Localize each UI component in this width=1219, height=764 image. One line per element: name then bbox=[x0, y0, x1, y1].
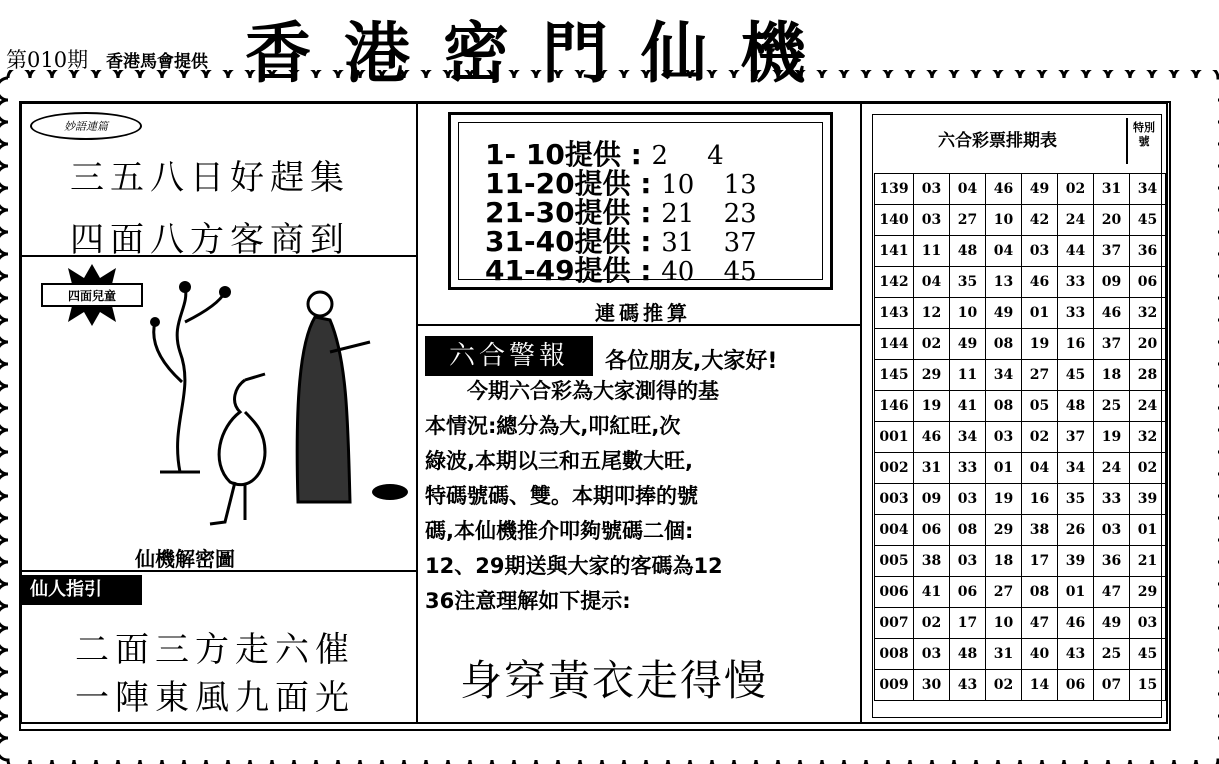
alert-label: 六合警報 bbox=[425, 336, 593, 376]
number-cell: 20 bbox=[1130, 329, 1166, 360]
number-cell: 29 bbox=[986, 515, 1022, 546]
number-cell: 13 bbox=[986, 267, 1022, 298]
issue-cell: 143 bbox=[875, 298, 914, 329]
table-row bbox=[875, 608, 1166, 639]
number-cell: 48 bbox=[950, 639, 986, 670]
issue-cell: 001 bbox=[875, 422, 914, 453]
issue-cell: 145 bbox=[875, 360, 914, 391]
number-cell: 06 bbox=[914, 515, 950, 546]
number-cell: 34 bbox=[950, 422, 986, 453]
number-cell: 18 bbox=[986, 546, 1022, 577]
number-cell: 27 bbox=[986, 577, 1022, 608]
number-cell: 40 bbox=[1022, 639, 1058, 670]
number-cell: 03 bbox=[986, 422, 1022, 453]
number-cell: 08 bbox=[986, 329, 1022, 360]
number-cell: 03 bbox=[1094, 515, 1130, 546]
number-cell: 18 bbox=[1094, 360, 1130, 391]
range-row: 1- 10提供 : 2 4 bbox=[485, 138, 724, 171]
number-cell: 38 bbox=[1022, 515, 1058, 546]
number-cell: 19 bbox=[1022, 329, 1058, 360]
number-cell: 11 bbox=[950, 360, 986, 391]
number-cell: 10 bbox=[986, 205, 1022, 236]
table-row bbox=[875, 205, 1166, 236]
number-cell: 02 bbox=[1130, 453, 1166, 484]
issue-cell: 139 bbox=[875, 174, 914, 205]
divider bbox=[20, 255, 418, 257]
table-row bbox=[875, 174, 1166, 205]
number-cell: 32 bbox=[1130, 298, 1166, 329]
number-cell: 42 bbox=[1022, 205, 1058, 236]
number-cell: 03 bbox=[914, 205, 950, 236]
number-cell: 21 bbox=[1130, 546, 1166, 577]
number-cell: 46 bbox=[1058, 608, 1094, 639]
number-cell: 24 bbox=[1094, 453, 1130, 484]
number-cell: 35 bbox=[1058, 484, 1094, 515]
number-cell: 49 bbox=[950, 329, 986, 360]
number-cell: 14 bbox=[1022, 670, 1058, 701]
calc-label: 連碼推算 bbox=[595, 301, 691, 325]
number-cell: 06 bbox=[1058, 670, 1094, 701]
issue-cell: 144 bbox=[875, 329, 914, 360]
number-cell: 19 bbox=[1094, 422, 1130, 453]
number-cell: 08 bbox=[1022, 577, 1058, 608]
table-row bbox=[875, 267, 1166, 298]
page-title: 香港密門仙機 bbox=[245, 15, 839, 92]
number-cell: 01 bbox=[1130, 515, 1166, 546]
number-cell: 47 bbox=[1022, 608, 1058, 639]
number-cell: 06 bbox=[1130, 267, 1166, 298]
table-row bbox=[875, 298, 1166, 329]
number-cell: 26 bbox=[1058, 515, 1094, 546]
number-cell: 02 bbox=[1058, 174, 1094, 205]
number-cell: 04 bbox=[986, 236, 1022, 267]
number-cell: 01 bbox=[1022, 298, 1058, 329]
issue-cell: 009 bbox=[875, 670, 914, 701]
number-cell: 48 bbox=[1058, 391, 1094, 422]
number-cell: 12 bbox=[914, 298, 950, 329]
number-cell: 41 bbox=[914, 577, 950, 608]
number-cell: 03 bbox=[914, 639, 950, 670]
special-number-label: 特別號 bbox=[1126, 118, 1160, 164]
number-cell: 24 bbox=[1130, 391, 1166, 422]
number-cell: 29 bbox=[914, 360, 950, 391]
issue-cell: 008 bbox=[875, 639, 914, 670]
schedule-title: 六合彩票排期表 bbox=[938, 131, 1057, 151]
issue-cell: 142 bbox=[875, 267, 914, 298]
issue-cell: 141 bbox=[875, 236, 914, 267]
tree-icon bbox=[154, 287, 225, 472]
number-cell: 01 bbox=[1058, 577, 1094, 608]
schedule-table bbox=[874, 173, 1166, 701]
number-cell: 28 bbox=[1130, 360, 1166, 391]
number-cell: 03 bbox=[1022, 236, 1058, 267]
number-cell: 31 bbox=[986, 639, 1022, 670]
number-cell: 33 bbox=[1058, 298, 1094, 329]
number-cell: 27 bbox=[950, 205, 986, 236]
number-cell: 25 bbox=[1094, 391, 1130, 422]
number-cell: 43 bbox=[950, 670, 986, 701]
number-cell: 10 bbox=[950, 298, 986, 329]
number-cell: 04 bbox=[1022, 453, 1058, 484]
number-cell: 03 bbox=[950, 546, 986, 577]
table-row bbox=[875, 391, 1166, 422]
number-cell: 37 bbox=[1094, 329, 1130, 360]
number-cell: 46 bbox=[1094, 298, 1130, 329]
number-cell: 39 bbox=[1058, 546, 1094, 577]
number-cell: 44 bbox=[1058, 236, 1094, 267]
number-cell: 43 bbox=[1058, 639, 1094, 670]
issue-cell: 140 bbox=[875, 205, 914, 236]
poem-line: 四面八方客商到 bbox=[70, 220, 350, 260]
number-cell: 48 bbox=[950, 236, 986, 267]
table-row bbox=[875, 577, 1166, 608]
number-cell: 09 bbox=[914, 484, 950, 515]
divider bbox=[418, 324, 862, 326]
range-row: 21-30提供 : 21 23 bbox=[485, 196, 757, 229]
number-cell: 19 bbox=[986, 484, 1022, 515]
number-cell: 02 bbox=[1022, 422, 1058, 453]
poem-line: 一陣東風九面光 bbox=[75, 678, 355, 718]
number-cell: 09 bbox=[1094, 267, 1130, 298]
table-row bbox=[875, 422, 1166, 453]
number-cell: 49 bbox=[1094, 608, 1130, 639]
number-cell: 02 bbox=[914, 608, 950, 639]
alert-body: 今期六合彩為大家測得的基 本情況:總分為大,叩紅旺,次 綠波,本期以三和五尾數大旺, 特碼號碼、雙。本期叩捧的號 碼,本仙機推介叩夠號碼二個: 12、29期送與大家的客碼為12 36注意理解如下提示: bbox=[425, 379, 723, 613]
slogan: 身穿黃衣走得慢 bbox=[460, 656, 769, 705]
table-row bbox=[875, 329, 1166, 360]
number-cell: 32 bbox=[1130, 422, 1166, 453]
number-cell: 19 bbox=[914, 391, 950, 422]
number-cell: 33 bbox=[1094, 484, 1130, 515]
lady-figure-icon bbox=[297, 292, 370, 502]
number-cell: 27 bbox=[1022, 360, 1058, 391]
number-cell: 03 bbox=[1130, 608, 1166, 639]
issue-cell: 005 bbox=[875, 546, 914, 577]
poem-line: 三五八日好趕集 bbox=[70, 158, 350, 198]
number-cell: 05 bbox=[1022, 391, 1058, 422]
number-cell: 46 bbox=[986, 174, 1022, 205]
number-cell: 02 bbox=[914, 329, 950, 360]
number-cell: 35 bbox=[950, 267, 986, 298]
number-cell: 34 bbox=[1058, 453, 1094, 484]
table-row bbox=[875, 453, 1166, 484]
number-cell: 47 bbox=[1094, 577, 1130, 608]
number-cell: 07 bbox=[1094, 670, 1130, 701]
number-cell: 02 bbox=[986, 670, 1022, 701]
range-row: 31-40提供 : 31 37 bbox=[485, 225, 757, 258]
table-row bbox=[875, 639, 1166, 670]
range-row: 11-20提供 : 10 13 bbox=[485, 167, 757, 200]
number-cell: 11 bbox=[914, 236, 950, 267]
number-cell: 17 bbox=[1022, 546, 1058, 577]
number-cell: 06 bbox=[950, 577, 986, 608]
number-cell: 31 bbox=[914, 453, 950, 484]
number-cell: 37 bbox=[1058, 422, 1094, 453]
number-cell: 41 bbox=[950, 391, 986, 422]
number-cell: 46 bbox=[914, 422, 950, 453]
phrase-badge: 妙語連篇 bbox=[30, 112, 142, 140]
number-cell: 01 bbox=[986, 453, 1022, 484]
table-row bbox=[875, 236, 1166, 267]
number-cell: 04 bbox=[950, 174, 986, 205]
issue-cell: 003 bbox=[875, 484, 914, 515]
number-cell: 33 bbox=[1058, 267, 1094, 298]
number-cell: 45 bbox=[1130, 205, 1166, 236]
number-cell: 15 bbox=[1130, 670, 1166, 701]
table-row bbox=[875, 670, 1166, 701]
issue-cell: 146 bbox=[875, 391, 914, 422]
number-cell: 08 bbox=[986, 391, 1022, 422]
issue-cell: 004 bbox=[875, 515, 914, 546]
number-cell: 45 bbox=[1130, 639, 1166, 670]
star-badge-text: 四面兒童 bbox=[67, 289, 117, 303]
number-cell: 45 bbox=[1058, 360, 1094, 391]
crane-icon bbox=[210, 374, 265, 524]
table-row bbox=[875, 515, 1166, 546]
greeting-text: 各位朋友,大家好! bbox=[605, 349, 778, 374]
number-cell: 36 bbox=[1094, 546, 1130, 577]
number-cell: 16 bbox=[1022, 484, 1058, 515]
issue-cell: 006 bbox=[875, 577, 914, 608]
provider-label: 香港馬會提供 bbox=[106, 52, 208, 72]
table-row bbox=[875, 360, 1166, 391]
illustration bbox=[30, 262, 410, 547]
number-cell: 29 bbox=[1130, 577, 1166, 608]
issue-cell: 002 bbox=[875, 453, 914, 484]
number-cell: 36 bbox=[1130, 236, 1166, 267]
table-row bbox=[875, 546, 1166, 577]
number-cell: 25 bbox=[1094, 639, 1130, 670]
poem-line: 二面三方走六催 bbox=[75, 630, 355, 670]
number-cell: 49 bbox=[1022, 174, 1058, 205]
number-cell: 38 bbox=[914, 546, 950, 577]
rock-icon bbox=[372, 484, 408, 500]
number-cell: 46 bbox=[1022, 267, 1058, 298]
guide-label: 仙人指引 bbox=[22, 575, 142, 605]
number-cell: 10 bbox=[986, 608, 1022, 639]
number-cell: 20 bbox=[1094, 205, 1130, 236]
picture-caption: 仙機解密圖 bbox=[135, 547, 235, 571]
number-cell: 04 bbox=[914, 267, 950, 298]
issue-number: 第010期 bbox=[6, 48, 89, 72]
number-cell: 16 bbox=[1058, 329, 1094, 360]
table-row bbox=[875, 484, 1166, 515]
issue-cell: 007 bbox=[875, 608, 914, 639]
number-cell: 31 bbox=[1094, 174, 1130, 205]
number-cell: 03 bbox=[914, 174, 950, 205]
number-cell: 30 bbox=[914, 670, 950, 701]
number-cell: 33 bbox=[950, 453, 986, 484]
number-cell: 24 bbox=[1058, 205, 1094, 236]
number-cell: 34 bbox=[986, 360, 1022, 391]
range-row: 41-49提供 : 40 45 bbox=[485, 254, 757, 287]
number-cell: 37 bbox=[1094, 236, 1130, 267]
number-cell: 34 bbox=[1130, 174, 1166, 205]
number-cell: 39 bbox=[1130, 484, 1166, 515]
divider bbox=[20, 570, 418, 572]
number-cell: 49 bbox=[986, 298, 1022, 329]
number-cell: 08 bbox=[950, 515, 986, 546]
number-cell: 03 bbox=[950, 484, 986, 515]
number-cell: 17 bbox=[950, 608, 986, 639]
